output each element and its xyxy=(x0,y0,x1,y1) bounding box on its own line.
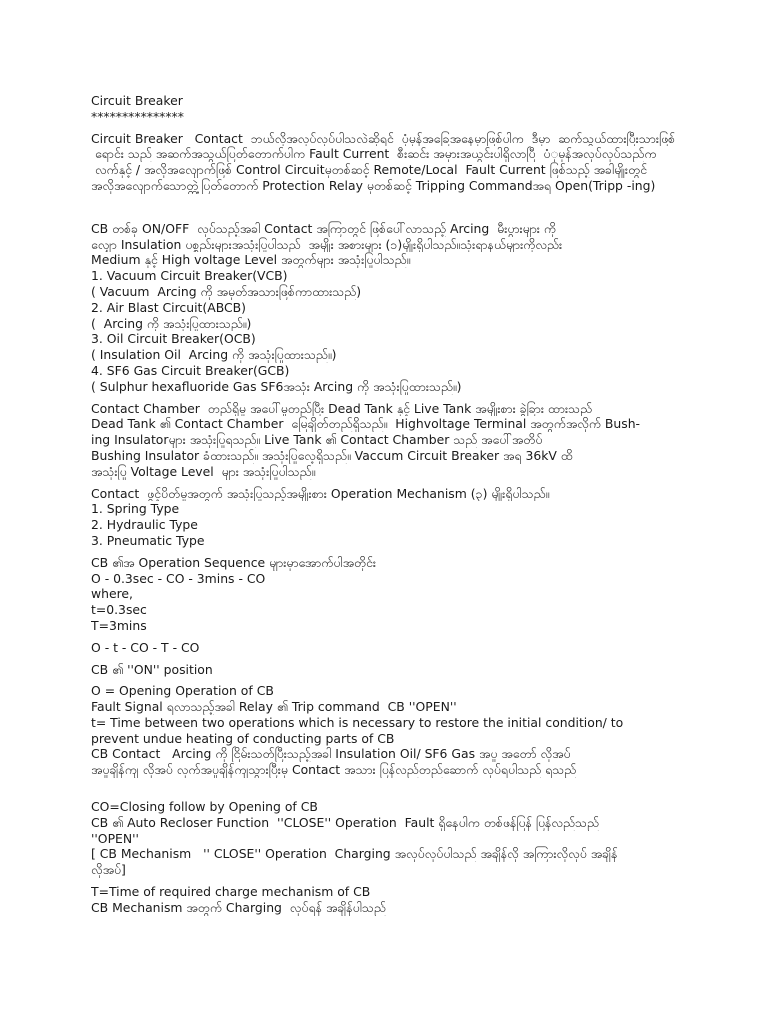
charge-block xyxy=(91,884,768,916)
opening-line: t= Time between two operations which is necessary to restore the initial condition/ to xyxy=(91,714,624,730)
charge-line: CB Mechanism အတွက် Charging လုပ်ရန် အချိန်ပါသည် xyxy=(91,899,386,915)
sequence-line: T=3mins xyxy=(91,617,147,633)
cb-type-item: 1. Vacuum Circuit Breaker(VCB) xyxy=(91,268,288,284)
cb-type-item: 2. Air Blast Circuit(ABCB) xyxy=(91,299,246,315)
on-position-line: CB ၏ ''ON'' position xyxy=(91,661,213,677)
opening-line: Fault Signal ရလာသည့်အခါ Relay ၏ Trip command CB ''OPEN'' xyxy=(91,699,457,715)
mechanism-item: 1. Spring Type xyxy=(91,501,180,517)
mechanism-item: 3. Pneumatic Type xyxy=(91,532,205,548)
chamber-paragraph xyxy=(91,401,768,480)
intro-line: လက်နှင့် / အလိုအလျောက်ဖြစ် Control Circuitမှတစ်ဆင့် Remote/Local Fault Current ဖြစ်သည့် အခါမျိုးတွင် xyxy=(91,162,648,178)
intro-line: အလိုအလျောက်သောတ္တဲ့ပြတ်တောက် Protection Relay မှတစ်ဆင့် Tripping Commandအရ Open(Tripp -ing) xyxy=(91,177,656,193)
opening-line: CB Contact Arcing ကို ငြိမ်းသတ်ပြီးသည့်အခါ Insulation Oil/ SF6 Gas အပူ အတော် လိုအပ် xyxy=(91,746,571,762)
chamber-line: Dead Tank ၏ Contact Chamber မြေချိတ်တည်ရှိသည်။ Highvoltage Terminal အတွက်အလိုက် Bush- xyxy=(91,416,641,432)
cb-intro-paragraph xyxy=(91,221,768,268)
mechanism-intro: Contact ဖွင့်ပိတ်မှုအတွက် အသုံးပြုသည့်အမျိုးစား Operation Mechanism (၃) မျိုးရှိပါသည်။ xyxy=(91,485,550,501)
closing-line: ''OPEN'' xyxy=(91,830,139,846)
title-underline: *************** xyxy=(91,108,184,124)
mechanism-item: 2. Hydraulic Type xyxy=(91,517,198,533)
sequence-line: where, xyxy=(91,586,133,602)
sequence-formula: O - t - CO - T - CO xyxy=(91,639,200,655)
closing-line: [ CB Mechanism '' CLOSE'' Operation Charging အလုပ်လုပ်ပါသည် အချိန်လို အကြားလိုလုပ် အချိန် xyxy=(91,846,618,862)
opening-block xyxy=(91,683,768,778)
sequence-intro: CB ၏အ Operation Sequence များမှာအောက်ပါအတိုင်း xyxy=(91,554,377,570)
chamber-line: Bushing Insulator ခံထားသည်။ အသုံးပြုလေ့ရှိသည်။ Vaccum Circuit Breaker အရ 36kV ထိ xyxy=(91,447,573,463)
opening-line: O = Opening Operation of CB xyxy=(91,683,274,699)
chamber-line: ing Insulatorများ အသုံးပြုရသည်။ Live Tank ၏ Contact Chamber သည် အပေါ်အတိပ် xyxy=(91,432,543,448)
intro-line: Circuit Breaker Contact ဘယ်လိုအလုပ်လုပ်ပါသလဲဆိုရင် ပုံမှန်အခြေအနေမှာဖြစ်ပါက ဒီမှာ ဆက်သွယ်ထားပြီးသားဖြစ် xyxy=(91,130,676,146)
cb-intro-line: CB တစ်ခု ON/OFF လုပ်သည့်အခါ Contact အကြာတွင် ဖြစ်ပေါ်လာသည့် Arcing မီးပွားများ ကို xyxy=(91,220,557,236)
mechanism-list xyxy=(91,486,768,549)
charge-line: T=Time of required charge mechanism of CB xyxy=(91,884,371,900)
intro-paragraph xyxy=(91,131,768,194)
cb-intro-line: Medium နှင့် High voltage Level အတွက်များ အသုံးပြုပါသည်။ xyxy=(91,252,411,268)
closing-line: လိုအပ်] xyxy=(91,862,126,878)
closing-line: CB ၏ Auto Recloser Function ''CLOSE'' Operation Fault ရှိနေပါက တစ်ဖန်ပြန် ပြန်လည်သည် xyxy=(91,814,599,830)
cb-type-item: 3. Oil Circuit Breaker(OCB) xyxy=(91,331,256,347)
cb-type-note: ( Insulation Oil Arcing ကို အသုံးပြုထားသည်။) xyxy=(91,347,337,363)
closing-line: CO=Closing follow by Opening of CB xyxy=(91,799,318,815)
intro-line: ရောင်း သည် အဆက်အသွယ်ပြတ်တောက်ပါက Fault Current စီးဆင်း အမှားအယွင်းပါရှိလာပြီ ပံုမှန်အလုပ်လုပ်သည်က xyxy=(91,146,657,162)
sequence-block xyxy=(91,555,768,634)
cb-type-item: 4. SF6 Gas Circuit Breaker(GCB) xyxy=(91,362,290,378)
cb-intro-line: လျှော Insulation ပစ္စည်းများအသုံးပြုပါသည် အမျိုး အစားများ (၁)မျိုးရှိပါသည်။သုံးရာနယ်များကိုလည်း xyxy=(91,236,563,252)
cb-type-note: ( Sulphur hexafluoride Gas SF6အသုံး Arcing ကို အသုံးပြုထားသည်။) xyxy=(91,378,462,394)
document-page xyxy=(91,93,768,916)
opening-line: prevent undue heating of conducting parts of CB xyxy=(91,730,395,746)
chamber-line: Contact Chamber တည်ရှိမှု အပေါ်မူတည်ပြီး Dead Tank နှင့် Live Tank အမျိုးစား ခွဲခြား ထားသည် xyxy=(91,400,593,416)
chamber-line: အသုံးပြု Voltage Level များ အသုံးပြုပါသည်။ xyxy=(91,463,316,479)
closing-block xyxy=(91,799,768,878)
document-title: Circuit Breaker xyxy=(91,93,183,108)
opening-line: အပူချိန်ကျ လိုအပ် လှက်အပူချိန်ကျသွားပြီးမှ Contact အသား ပြန်လည်တည်ဆောက် လုပ်ရပါသည် ရသည် xyxy=(91,762,577,778)
cb-types-list xyxy=(91,268,768,394)
sequence-line: t=0.3sec xyxy=(91,602,147,618)
cb-type-note: ( Arcing ကို အသုံးပြုထားသည်။) xyxy=(91,315,252,331)
cb-type-note: ( Vacuum Arcing ကို အမှတ်အသားဖြစ်ကာထားသည်) xyxy=(91,283,362,299)
sequence-line: O - 0.3sec - CO - 3mins - CO xyxy=(91,570,266,586)
